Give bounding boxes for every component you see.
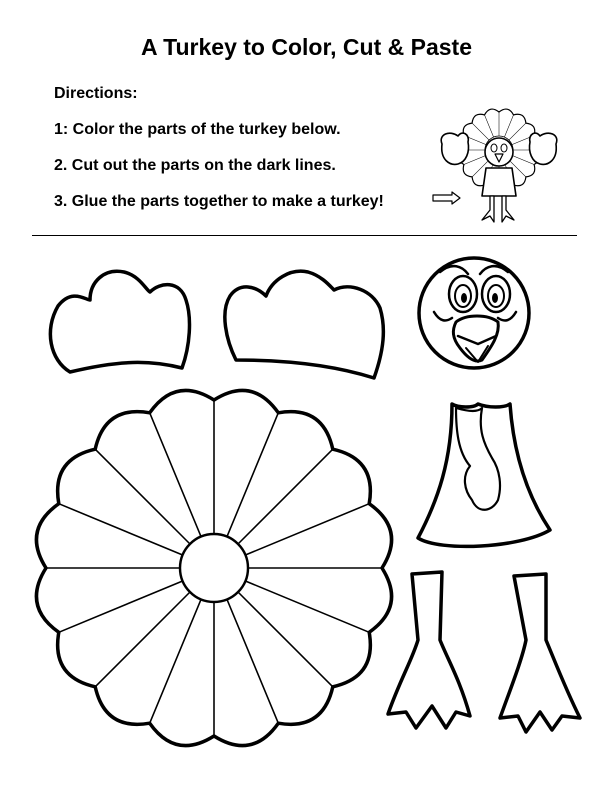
direction-step-3: 3. Glue the parts together to make a turkey!	[54, 193, 384, 210]
turkey-body	[418, 404, 550, 546]
turkey-head	[419, 258, 529, 368]
direction-step-1: 1: Color the parts of the turkey below.	[54, 121, 341, 138]
page-title: A Turkey to Color, Cut & Paste	[141, 34, 472, 60]
left-wing	[50, 271, 189, 372]
direction-step-2: 2. Cut out the parts on the dark lines.	[54, 157, 336, 174]
fan-center	[180, 534, 248, 602]
directions-label: Directions:	[54, 85, 138, 102]
left-leg	[388, 572, 470, 728]
right-wing	[225, 271, 384, 378]
tail-feathers-fan	[36, 390, 391, 745]
right-leg	[500, 574, 580, 732]
